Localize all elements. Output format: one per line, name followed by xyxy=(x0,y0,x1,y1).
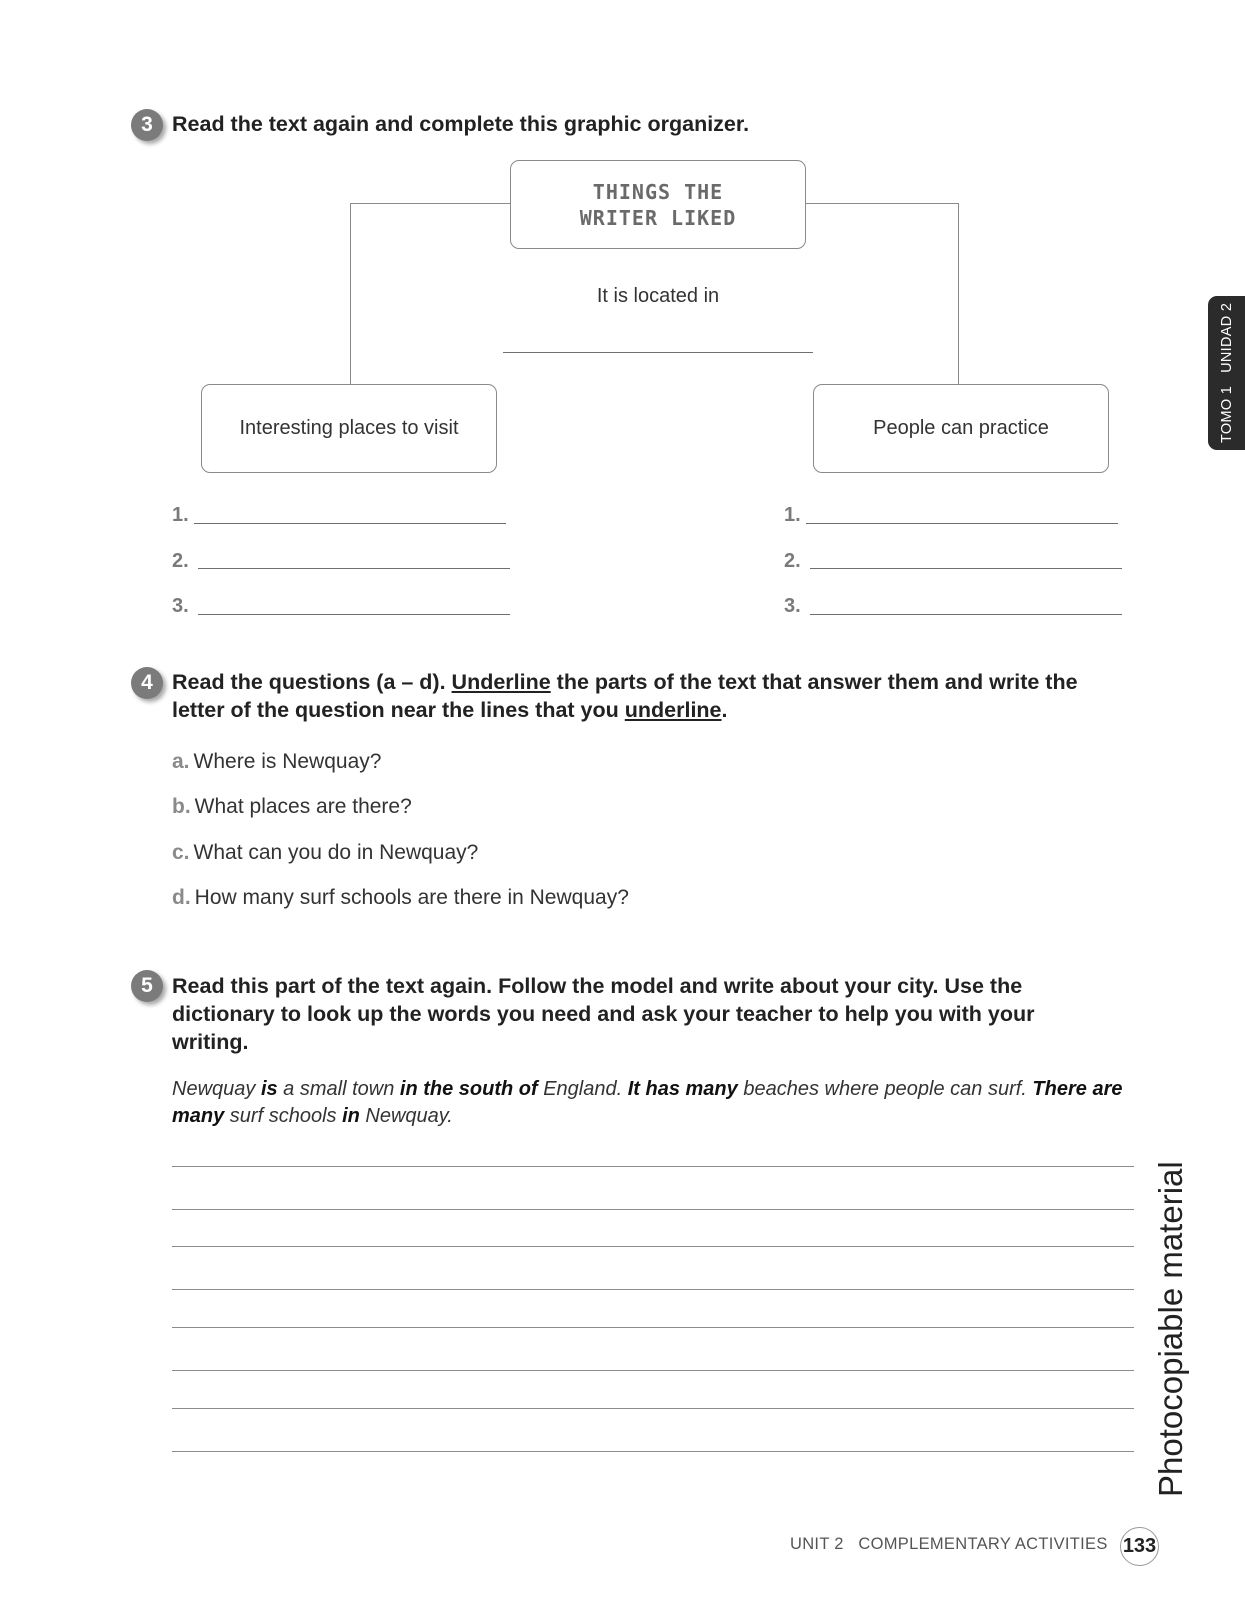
model-text xyxy=(172,1076,1147,1130)
exercise-number-4: 4 xyxy=(131,667,163,699)
question-letter: c. xyxy=(172,841,190,864)
ex4-text: Read the questions (a – d). xyxy=(172,670,452,694)
model-plain: England. xyxy=(537,1078,628,1100)
model-bold: is xyxy=(260,1078,278,1100)
model-plain: surf schools xyxy=(224,1105,343,1127)
located-label: It is located in xyxy=(596,285,720,307)
exercise-number-5: 5 xyxy=(131,970,163,1002)
center-title-line2: WRITER LIKED xyxy=(579,205,737,230)
left-answer-line[interactable] xyxy=(198,568,510,569)
question-text: What places are there? xyxy=(194,795,412,818)
organizer-center-box xyxy=(510,160,806,249)
question-text: Where is Newquay? xyxy=(193,750,382,773)
connector-right xyxy=(806,203,959,386)
writing-line[interactable] xyxy=(172,1246,1134,1247)
question-d xyxy=(172,886,629,910)
model-bold: in the south of xyxy=(399,1078,538,1100)
footer-text: UNIT 2 COMPLEMENTARY ACTIVITIES xyxy=(790,1535,1108,1553)
question-letter: a. xyxy=(172,750,190,773)
right-item-number: 3. xyxy=(784,595,801,617)
ex4-underline-word: underline xyxy=(624,698,722,722)
ex4-text: the parts of the text that answer them and write the xyxy=(550,670,1078,694)
model-plain: Newquay. xyxy=(359,1105,453,1127)
exercise-3-instruction: Read the text again and complete this graphic organizer. xyxy=(172,112,750,136)
organizer-right-box: People can practice xyxy=(813,384,1109,473)
writing-line[interactable] xyxy=(172,1370,1134,1371)
organizer-left-box: Interesting places to visit xyxy=(201,384,497,473)
question-text: What can you do in Newquay? xyxy=(193,841,479,864)
right-item-number: 1. xyxy=(784,504,801,526)
ex5-line: Read this part of the text again. Follow the model and write about your city. Use the xyxy=(172,974,1023,998)
left-item-number: 1. xyxy=(172,504,189,526)
model-bold: in xyxy=(342,1105,360,1127)
right-answer-line[interactable] xyxy=(806,523,1118,524)
writing-line[interactable] xyxy=(172,1451,1134,1452)
ex4-underline-word: Underline xyxy=(451,670,551,694)
page-number: 133 xyxy=(1120,1527,1159,1566)
model-bold: There are many xyxy=(172,1078,1123,1127)
writing-line[interactable] xyxy=(172,1209,1134,1210)
question-letter: b. xyxy=(172,795,191,818)
model-plain: beaches where people can surf. xyxy=(737,1078,1033,1100)
question-letter: d. xyxy=(172,886,191,909)
writing-line[interactable] xyxy=(172,1166,1134,1167)
right-answer-line[interactable] xyxy=(810,568,1122,569)
ex4-text: letter of the question near the lines that you xyxy=(172,698,625,722)
center-title-line1: THINGS THE xyxy=(592,179,724,204)
model-bold: It has many xyxy=(627,1078,738,1100)
ex5-line: writing. xyxy=(172,1030,249,1054)
model-plain: Newquay xyxy=(172,1078,261,1100)
left-answer-line[interactable] xyxy=(198,614,510,615)
exercise-4-instruction xyxy=(172,668,1132,724)
model-plain: a small town xyxy=(277,1078,400,1100)
exercise-5-instruction xyxy=(172,972,1132,1056)
right-item-number: 2. xyxy=(784,550,801,572)
side-tab-label: TOMO 1 UNIDAD 2 xyxy=(1219,302,1235,443)
connector-left xyxy=(350,203,511,386)
located-answer-line[interactable] xyxy=(503,352,813,353)
ex4-text: . xyxy=(721,698,728,722)
photocopiable-label: Photocopiable material xyxy=(1152,1161,1189,1497)
left-item-number: 3. xyxy=(172,595,189,617)
left-answer-line[interactable] xyxy=(194,523,506,524)
question-c xyxy=(172,841,478,865)
exercise-number-3: 3 xyxy=(131,109,163,141)
writing-line[interactable] xyxy=(172,1408,1134,1409)
writing-line[interactable] xyxy=(172,1327,1134,1328)
writing-line[interactable] xyxy=(172,1289,1134,1290)
question-a xyxy=(172,750,381,774)
left-item-number: 2. xyxy=(172,550,189,572)
question-b xyxy=(172,795,412,819)
question-text: How many surf schools are there in Newquay? xyxy=(194,886,629,909)
right-answer-line[interactable] xyxy=(810,614,1122,615)
ex5-line: dictionary to look up the words you need and ask your teacher to help you with your xyxy=(172,1002,1035,1026)
